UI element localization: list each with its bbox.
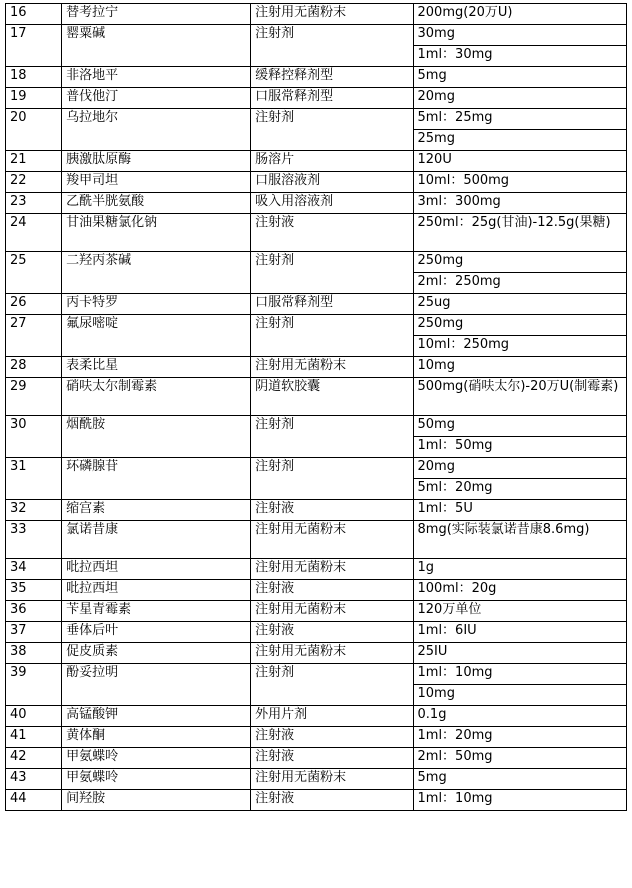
drug-name: 乙酰半胱氨酸 <box>62 193 251 214</box>
specification: 20mg <box>413 458 626 479</box>
specification: 2ml：50mg <box>413 748 626 769</box>
dosage-form: 注射液 <box>251 727 413 748</box>
table-row <box>6 500 627 521</box>
specification: 10mg <box>413 357 626 378</box>
specification: 1ml：5U <box>413 500 626 521</box>
specification: 0.1g <box>413 706 626 727</box>
specification: 200mg(20万U) <box>413 4 626 25</box>
row-number: 32 <box>6 500 62 521</box>
dosage-form: 注射剂 <box>251 25 413 67</box>
drug-name: 吡拉西坦 <box>62 580 251 601</box>
table-row <box>6 790 627 811</box>
specification: 500mg(硝呋太尔)-20万U(制霉素) <box>413 378 626 416</box>
table-row <box>6 580 627 601</box>
dosage-form: 吸入用溶液剂 <box>251 193 413 214</box>
table-row <box>6 252 627 273</box>
dosage-form: 缓释控释剂型 <box>251 67 413 88</box>
row-number: 40 <box>6 706 62 727</box>
specification: 5ml：25mg <box>413 109 626 130</box>
table-row <box>6 748 627 769</box>
specification: 5ml：20mg <box>413 479 626 500</box>
table-row <box>6 109 627 130</box>
specification: 5mg <box>413 769 626 790</box>
row-number: 42 <box>6 748 62 769</box>
drug-name: 氟尿嘧啶 <box>62 315 251 357</box>
drug-name: 甲氨蝶呤 <box>62 769 251 790</box>
drug-name: 二羟丙茶碱 <box>62 252 251 294</box>
drug-name: 甲氨蝶呤 <box>62 748 251 769</box>
row-number: 41 <box>6 727 62 748</box>
drug-name: 垂体后叶 <box>62 622 251 643</box>
dosage-form: 注射剂 <box>251 252 413 294</box>
table-row <box>6 769 627 790</box>
specification: 1g <box>413 559 626 580</box>
table-row <box>6 643 627 664</box>
drug-name: 胰激肽原酶 <box>62 151 251 172</box>
drug-table-body <box>6 4 627 811</box>
dosage-form: 阴道软胶囊 <box>251 378 413 416</box>
row-number: 38 <box>6 643 62 664</box>
drug-name: 氯诺昔康 <box>62 521 251 559</box>
dosage-form: 注射液 <box>251 622 413 643</box>
row-number: 35 <box>6 580 62 601</box>
table-row <box>6 193 627 214</box>
table-row <box>6 25 627 46</box>
row-number: 16 <box>6 4 62 25</box>
drug-name: 环磷腺苷 <box>62 458 251 500</box>
dosage-form: 注射剂 <box>251 315 413 357</box>
specification: 1ml：6IU <box>413 622 626 643</box>
dosage-form: 注射液 <box>251 790 413 811</box>
specification: 100ml：20g <box>413 580 626 601</box>
row-number: 23 <box>6 193 62 214</box>
row-number: 27 <box>6 315 62 357</box>
table-row <box>6 67 627 88</box>
specification: 10ml：250mg <box>413 336 626 357</box>
drug-name: 苄星青霉素 <box>62 601 251 622</box>
table-row <box>6 727 627 748</box>
specification: 1ml：10mg <box>413 664 626 685</box>
table-row <box>6 378 627 416</box>
specification: 8mg(实际装氯诺昔康8.6mg) <box>413 521 626 559</box>
row-number: 18 <box>6 67 62 88</box>
dosage-form: 注射剂 <box>251 109 413 151</box>
row-number: 19 <box>6 88 62 109</box>
drug-table <box>5 3 627 811</box>
dosage-form: 注射液 <box>251 500 413 521</box>
table-row <box>6 521 627 559</box>
specification: 250mg <box>413 252 626 273</box>
dosage-form: 注射剂 <box>251 664 413 706</box>
specification: 25ug <box>413 294 626 315</box>
specification: 2ml：250mg <box>413 273 626 294</box>
row-number: 30 <box>6 416 62 458</box>
specification: 10ml：500mg <box>413 172 626 193</box>
row-number: 37 <box>6 622 62 643</box>
specification: 5mg <box>413 67 626 88</box>
specification: 20mg <box>413 88 626 109</box>
table-row <box>6 357 627 378</box>
row-number: 28 <box>6 357 62 378</box>
drug-name: 高锰酸钾 <box>62 706 251 727</box>
specification: 50mg <box>413 416 626 437</box>
table-row <box>6 664 627 685</box>
dosage-form: 口服常释剂型 <box>251 88 413 109</box>
drug-name: 乌拉地尔 <box>62 109 251 151</box>
drug-name: 罂粟碱 <box>62 25 251 67</box>
drug-name: 间羟胺 <box>62 790 251 811</box>
dosage-form: 外用片剂 <box>251 706 413 727</box>
drug-name: 促皮质素 <box>62 643 251 664</box>
row-number: 21 <box>6 151 62 172</box>
table-row <box>6 151 627 172</box>
row-number: 29 <box>6 378 62 416</box>
specification: 1ml：20mg <box>413 727 626 748</box>
specification: 250ml：25g(甘油)-12.5g(果糖) <box>413 214 626 252</box>
row-number: 31 <box>6 458 62 500</box>
row-number: 39 <box>6 664 62 706</box>
drug-name: 烟酰胺 <box>62 416 251 458</box>
table-row <box>6 172 627 193</box>
row-number: 26 <box>6 294 62 315</box>
table-row <box>6 4 627 25</box>
dosage-form: 注射剂 <box>251 458 413 500</box>
drug-name: 黄体酮 <box>62 727 251 748</box>
drug-name: 替考拉宁 <box>62 4 251 25</box>
dosage-form: 注射用无菌粉末 <box>251 769 413 790</box>
row-number: 17 <box>6 25 62 67</box>
specification: 1ml：10mg <box>413 790 626 811</box>
drug-name: 硝呋太尔制霉素 <box>62 378 251 416</box>
specification: 25IU <box>413 643 626 664</box>
table-row <box>6 294 627 315</box>
dosage-form: 口服常释剂型 <box>251 294 413 315</box>
table-row <box>6 622 627 643</box>
drug-name: 羧甲司坦 <box>62 172 251 193</box>
dosage-form: 注射用无菌粉末 <box>251 4 413 25</box>
specification: 120万单位 <box>413 601 626 622</box>
dosage-form: 注射用无菌粉末 <box>251 643 413 664</box>
specification: 30mg <box>413 25 626 46</box>
specification: 1ml：30mg <box>413 46 626 67</box>
row-number: 22 <box>6 172 62 193</box>
specification: 250mg <box>413 315 626 336</box>
row-number: 36 <box>6 601 62 622</box>
table-row <box>6 315 627 336</box>
dosage-form: 口服溶液剂 <box>251 172 413 193</box>
row-number: 20 <box>6 109 62 151</box>
drug-list-document <box>5 3 627 811</box>
row-number: 25 <box>6 252 62 294</box>
table-row <box>6 214 627 252</box>
dosage-form: 注射液 <box>251 748 413 769</box>
drug-name: 非洛地平 <box>62 67 251 88</box>
table-row <box>6 416 627 437</box>
specification: 25mg <box>413 130 626 151</box>
drug-name: 酚妥拉明 <box>62 664 251 706</box>
row-number: 34 <box>6 559 62 580</box>
dosage-form: 注射用无菌粉末 <box>251 601 413 622</box>
row-number: 44 <box>6 790 62 811</box>
dosage-form: 注射剂 <box>251 416 413 458</box>
drug-name: 表柔比星 <box>62 357 251 378</box>
drug-name: 普伐他汀 <box>62 88 251 109</box>
dosage-form: 注射用无菌粉末 <box>251 357 413 378</box>
row-number: 43 <box>6 769 62 790</box>
drug-name: 甘油果糖氯化钠 <box>62 214 251 252</box>
table-row <box>6 458 627 479</box>
specification: 3ml：300mg <box>413 193 626 214</box>
dosage-form: 注射液 <box>251 580 413 601</box>
specification: 120U <box>413 151 626 172</box>
row-number: 24 <box>6 214 62 252</box>
dosage-form: 注射用无菌粉末 <box>251 559 413 580</box>
drug-name: 丙卡特罗 <box>62 294 251 315</box>
dosage-form: 肠溶片 <box>251 151 413 172</box>
table-row <box>6 559 627 580</box>
dosage-form: 注射用无菌粉末 <box>251 521 413 559</box>
table-row <box>6 706 627 727</box>
specification: 10mg <box>413 685 626 706</box>
drug-name: 吡拉西坦 <box>62 559 251 580</box>
table-row <box>6 88 627 109</box>
drug-name: 缩宫素 <box>62 500 251 521</box>
row-number: 33 <box>6 521 62 559</box>
dosage-form: 注射液 <box>251 214 413 252</box>
specification: 1ml：50mg <box>413 437 626 458</box>
table-row <box>6 601 627 622</box>
